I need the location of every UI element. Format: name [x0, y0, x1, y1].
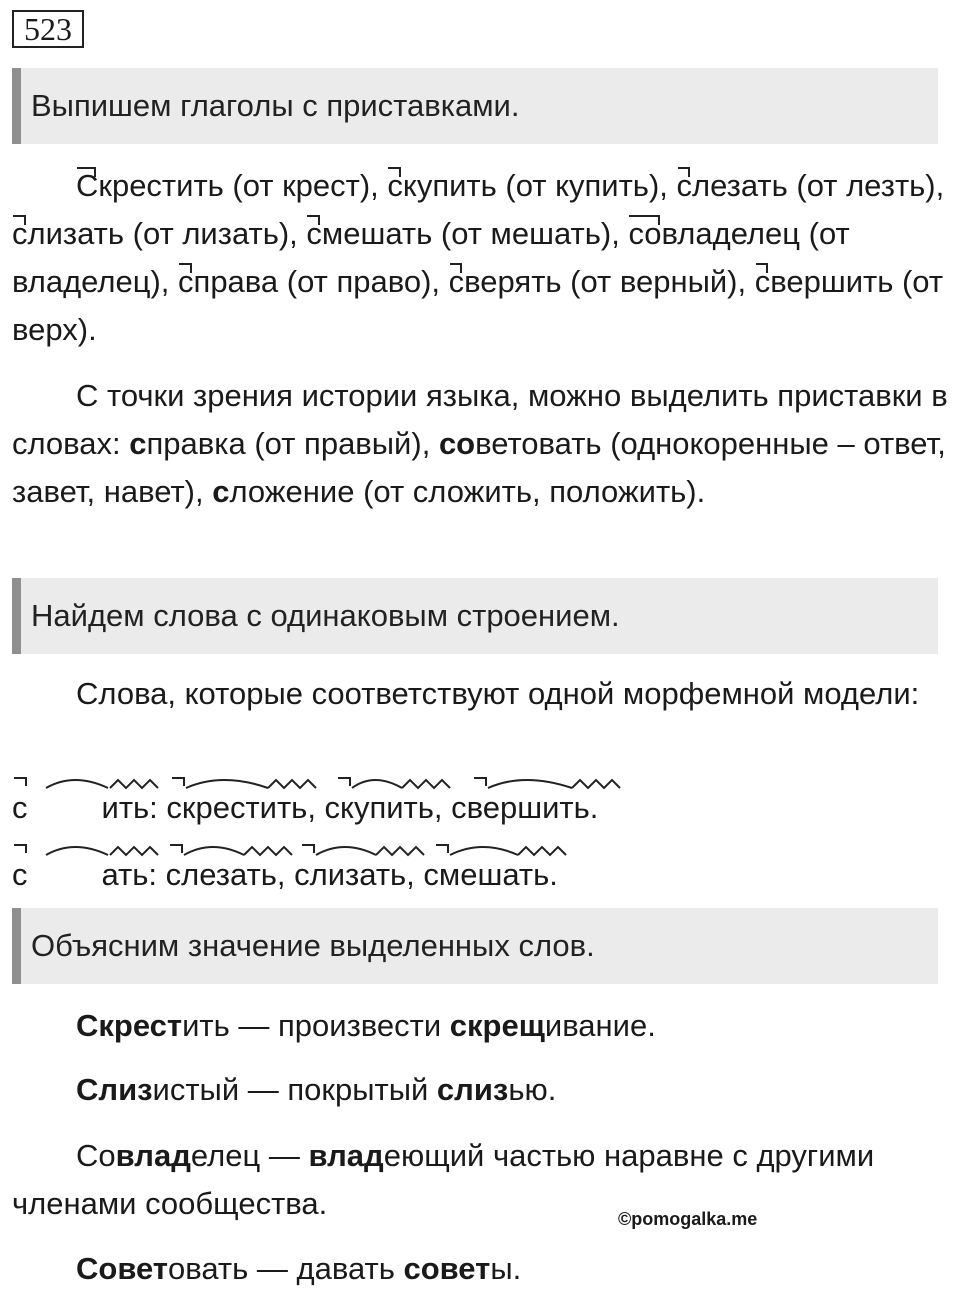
section-heading-1: Выпишем глаголы с приставками.	[12, 68, 938, 144]
model-words: слезать, слизать, смешать.	[165, 857, 558, 892]
section-heading-2: Найдем слова с одинаковым строением.	[12, 578, 938, 654]
prefix-mark: с	[754, 264, 771, 299]
verbs-paragraph: Скрестить (от крест), скупить (от купить), слезать (от лезть), слизать (от лизать), смешать (от мешать), совладелец (от владелец), справа (от право), сверять (от верный), свершить (от верх).	[12, 168, 945, 347]
bold-root: скрещ	[449, 1008, 545, 1043]
prefix-mark: с	[12, 216, 28, 251]
definition-text: ью.	[508, 1072, 557, 1107]
bold-root: слиз	[436, 1072, 509, 1107]
history-paragraph	[12, 372, 948, 516]
bold-root: влад	[115, 1138, 191, 1173]
watermark: ©pomogalka.me	[618, 1209, 758, 1229]
bold-root: Совет	[76, 1251, 168, 1286]
word-rest: ветовать (однокоренные – ответ, завет, навет),	[12, 426, 946, 509]
morph-model-row-2	[12, 855, 558, 895]
bold-prefix: с	[129, 426, 147, 461]
bold-root: Скрест	[76, 1008, 183, 1043]
task-number: 523	[12, 10, 84, 48]
definition-text: еющий частью наравне с другими членами сообщества.	[12, 1138, 875, 1221]
morpheme-marks-2	[12, 841, 652, 861]
model-ending: ать:	[101, 857, 158, 892]
definition-2	[12, 1066, 948, 1114]
bold-root: Слиз	[76, 1072, 153, 1107]
bold-root: влад	[308, 1138, 384, 1173]
definition-3	[12, 1132, 948, 1228]
history-intro: С точки зрения истории языка, можно выделить приставки в словах:	[12, 378, 948, 461]
model-prefix: с	[12, 857, 28, 892]
word-rest: ложение (от сложить, положить).	[229, 474, 706, 509]
prefix-mark: с	[178, 264, 194, 299]
bold-prefix: со	[438, 426, 476, 461]
definition-4	[12, 1245, 948, 1293]
section-heading-3: Объясним значение выделенных слов.	[12, 908, 938, 984]
definition-text: овать — давать	[168, 1251, 404, 1286]
bold-prefix: с	[212, 474, 230, 509]
prefix-mark: с	[448, 264, 465, 299]
definition-text: истый — покрытый	[152, 1072, 437, 1107]
word-rest: правка (от правый),	[146, 426, 439, 461]
prefix-mark: с	[387, 168, 403, 203]
model-words: скрестить, скупить, свершить.	[166, 790, 599, 825]
prefix-mark: с	[676, 168, 692, 203]
prefix-mark: С	[76, 168, 99, 203]
definition-text: елец —	[190, 1138, 309, 1173]
definition-1	[12, 1002, 948, 1050]
model-prefix: с	[12, 790, 28, 825]
model-ending: ить:	[101, 790, 158, 825]
prefix-mark: со	[628, 216, 662, 251]
bold-root: совет	[403, 1251, 491, 1286]
definition-prefix: Со	[76, 1138, 116, 1173]
morph-model-row-1	[12, 788, 598, 828]
prefix-mark: с	[306, 216, 322, 251]
model-intro: Слова, которые соответствуют одной морфемной модели:	[76, 676, 920, 711]
definition-text: ивание.	[544, 1008, 656, 1043]
definition-text: ить — произвести	[182, 1008, 450, 1043]
definition-text: ы.	[490, 1251, 522, 1286]
morpheme-marks-1	[12, 774, 652, 794]
